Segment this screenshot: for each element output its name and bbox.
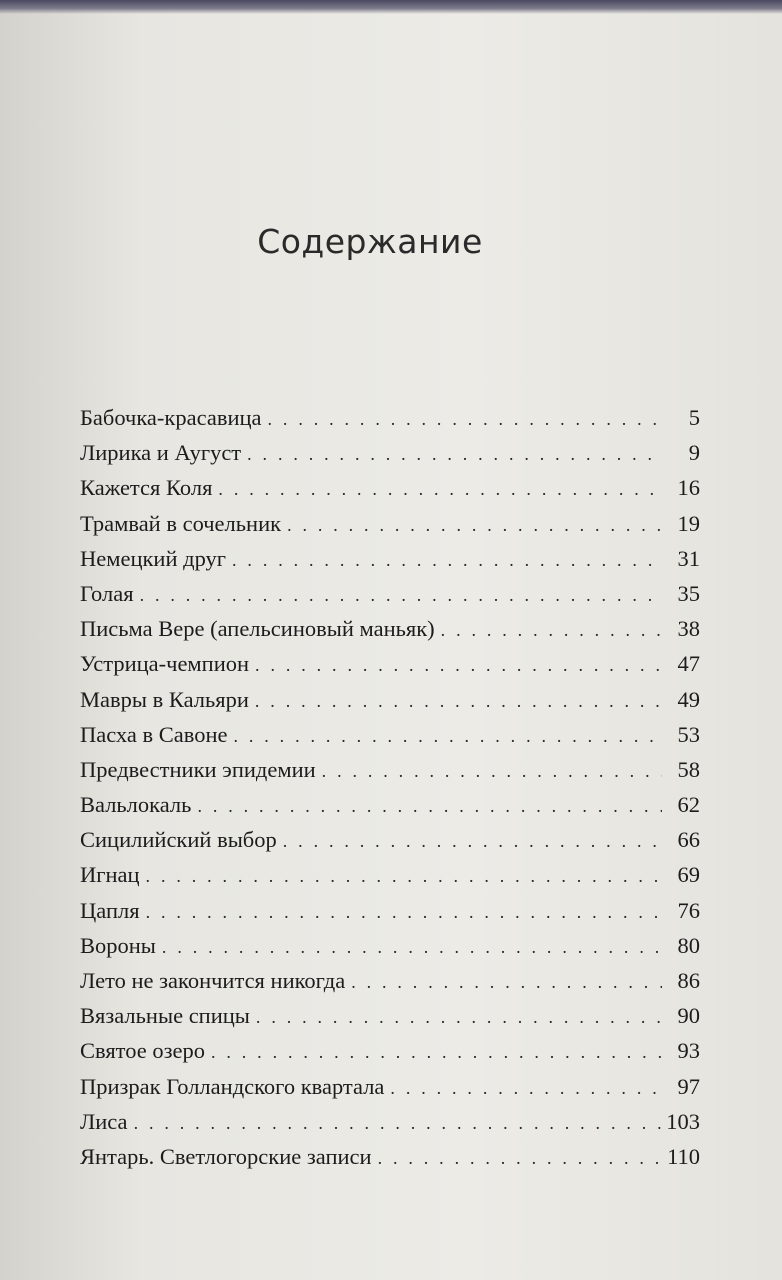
toc-entry-title: Цапля [80, 897, 140, 923]
dot-leader [162, 937, 662, 958]
toc-entry-title: Лето не закончится никогда [80, 968, 346, 993]
dot-leader [441, 620, 662, 641]
toc-entry [80, 511, 700, 546]
toc-entry-page: 93 [677, 1038, 700, 1064]
toc-entry-title: Лирика и Аугуст [80, 440, 242, 466]
toc-entry-title: Устрица-чемпион [80, 651, 250, 677]
toc-entry-page: 110 [667, 1143, 700, 1169]
toc-entry [80, 651, 700, 686]
dot-leader [268, 409, 662, 430]
toc-entry-page: 80 [677, 932, 700, 958]
toc-entry-title: Трамвай в сочельник [80, 510, 282, 536]
toc-entry-page: 90 [677, 1003, 700, 1029]
dot-leader [322, 761, 662, 782]
dot-leader [255, 655, 662, 676]
dot-leader [256, 1007, 662, 1028]
toc-entry-title: Кажется Коля [80, 475, 213, 501]
dot-leader [255, 691, 662, 712]
toc-entry-title: Мавры в Кальяри [80, 686, 249, 712]
toc-entry-title: Голая [80, 580, 134, 606]
toc-entry-page: 49 [677, 686, 700, 712]
toc-entry [80, 933, 700, 968]
dot-leader [134, 1113, 662, 1134]
toc-entry [80, 440, 700, 475]
toc-entry-title: Пасха в Савоне [80, 721, 228, 747]
dot-leader [283, 831, 662, 852]
dot-leader [197, 796, 662, 817]
toc-entry [80, 1038, 700, 1073]
dot-leader [211, 1042, 662, 1063]
toc-entry [80, 862, 700, 897]
toc-entry [80, 546, 700, 581]
toc-entry-title: Игнац [80, 862, 140, 888]
dot-leader [390, 1078, 662, 1099]
dot-leader [232, 550, 662, 571]
toc-entry-title: Немецкий друг [80, 545, 227, 571]
toc-entry [80, 968, 700, 1003]
toc-entry-page: 66 [677, 827, 700, 853]
toc-entry [80, 722, 700, 757]
toc-entry-page: 69 [677, 862, 700, 888]
toc-entry-title: Лиса [80, 1108, 128, 1134]
dot-leader [287, 515, 662, 536]
toc-entry-title: Сицилийский выбор [80, 827, 277, 853]
dot-leader [351, 972, 662, 993]
toc-entry-title: Письма Вере (апельсиновый маньяк) [80, 616, 435, 642]
toc-entry [80, 792, 700, 827]
toc-entry-page: 76 [677, 897, 700, 923]
toc-entry [80, 687, 700, 722]
toc-entry [80, 827, 700, 862]
toc-entry-title: Святое озеро [80, 1038, 205, 1064]
toc-entry [80, 581, 700, 616]
toc-entry-page: 38 [677, 616, 700, 642]
toc-entry [80, 475, 700, 510]
dot-leader [247, 444, 662, 465]
page-title: Содержание [257, 222, 483, 261]
toc-entry-page: 53 [677, 721, 700, 747]
table-of-contents [80, 405, 700, 1179]
toc-entry-title: Бабочка-красавица [80, 405, 262, 430]
toc-entry-page: 16 [677, 475, 700, 501]
toc-entry [80, 1144, 700, 1179]
toc-entry [80, 1003, 700, 1038]
toc-entry-page: 62 [677, 792, 700, 818]
toc-entry-title: Вязальные спицы [80, 1003, 250, 1029]
toc-entry-page: 58 [677, 756, 700, 782]
toc-entry-page: 9 [688, 440, 700, 466]
toc-entry-title: Вороны [80, 932, 156, 958]
toc-entry [80, 1074, 700, 1109]
toc-entry-page: 103 [666, 1108, 700, 1134]
toc-entry-page: 35 [677, 580, 700, 606]
dot-leader [146, 902, 662, 923]
toc-entry [80, 898, 700, 933]
toc-entry-page: 86 [677, 968, 700, 993]
dot-leader [218, 479, 662, 500]
toc-entry [80, 757, 700, 792]
toc-entry-page: 31 [677, 545, 700, 571]
toc-entry [80, 616, 700, 651]
toc-entry-title: Вальлокаль [80, 792, 192, 818]
book-cover-edge [0, 0, 782, 14]
toc-entry [80, 1109, 700, 1144]
toc-entry-title: Призрак Голландского квартала [80, 1073, 385, 1099]
toc-entry-title: Янтарь. Светлогорские записи [80, 1143, 372, 1169]
dot-leader [378, 1148, 662, 1169]
toc-entry-page: 5 [688, 405, 700, 430]
toc-entry-page: 19 [677, 510, 700, 536]
toc-entry-page: 97 [677, 1073, 700, 1099]
dot-leader [233, 726, 662, 747]
dot-leader [146, 866, 662, 887]
toc-entry-title: Предвестники эпидемии [80, 756, 316, 782]
toc-entry-page: 47 [677, 651, 700, 677]
dot-leader [140, 585, 662, 606]
toc-entry [80, 405, 700, 440]
